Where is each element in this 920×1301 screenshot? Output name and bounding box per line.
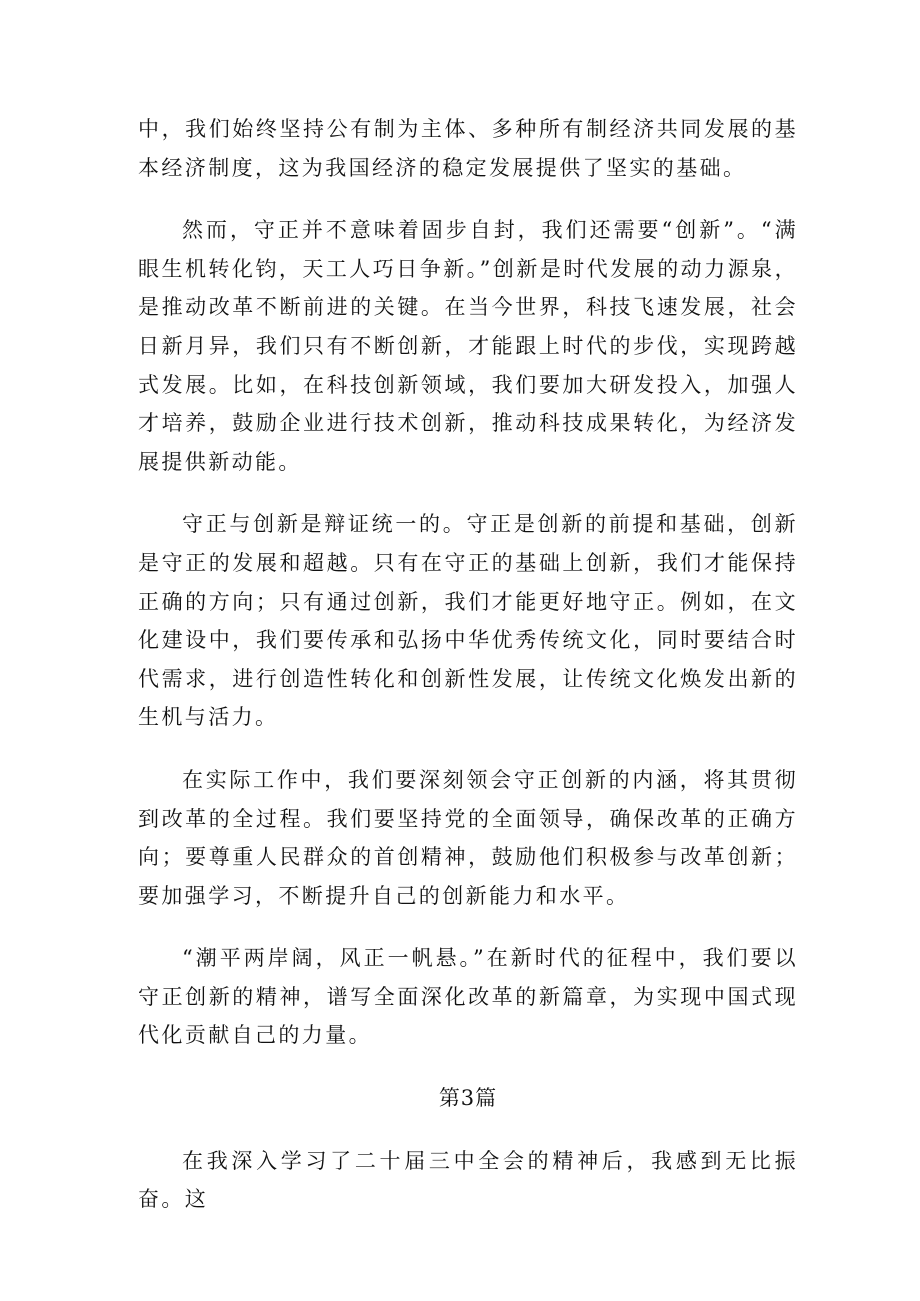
paragraph-innovation: 然而，守正并不意味着固步自封，我们还需要“创新”。“满眼生机转化钧，天工人巧日争新。”创新是时代发展的动力源泉，是推动改革不断前进的关键。在当今世界，科技飞速发展，社会日新月异，我们只有不断创新，才能跟上时代的步伐，实现跨越式发展。比如，在科技创新领域，我们要加大研发投入，加强人才培养，鼓励企业进行技术创新，推动科技成果转化，为经济发展提供新动能。 [138, 218, 798, 474]
paragraph-practice: 在实际工作中，我们要深刻领会守正创新的内涵，将其贯彻到改革的全过程。我们要坚持党的全面领导，确保改革的正确方向；要尊重人民群众的首创精神，鼓励他们积极参与改革创新；要加强学习，不断提升自己的创新能力和水平。 [138, 767, 798, 908]
document-body [138, 110, 798, 1243]
paragraph-conclusion: “潮平两岸阔，风正一帆悬。”在新时代的征程中，我们要以守正创新的精神，谱写全面深化改革的新篇章，为实现中国式现代化贡献自己的力量。 [138, 946, 798, 1048]
section-heading: 第3篇 [438, 1086, 498, 1111]
paragraph-dialectic: 守正与创新是辩证统一的。守正是创新的前提和基础，创新是守正的发展和超越。只有在守正的基础上创新，我们才能保持正确的方向；只有通过创新，我们才能更好地守正。例如，在文化建设中，我们要传承和弘扬中华优秀传统文化，同时要结合时代需求，进行创造性转化和创新性发展，让传统文化焕发出新的生机与活力。 [138, 512, 798, 730]
paragraph-continuation: 中，我们始终坚持公有制为主体、多种所有制经济共同发展的基本经济制度，这为我国经济的稳定发展提供了坚实的基础。 [138, 117, 798, 180]
paragraph-section-start: 在我深入学习了二十届三中全会的精神后，我感到无比振奋。这 [138, 1148, 798, 1212]
